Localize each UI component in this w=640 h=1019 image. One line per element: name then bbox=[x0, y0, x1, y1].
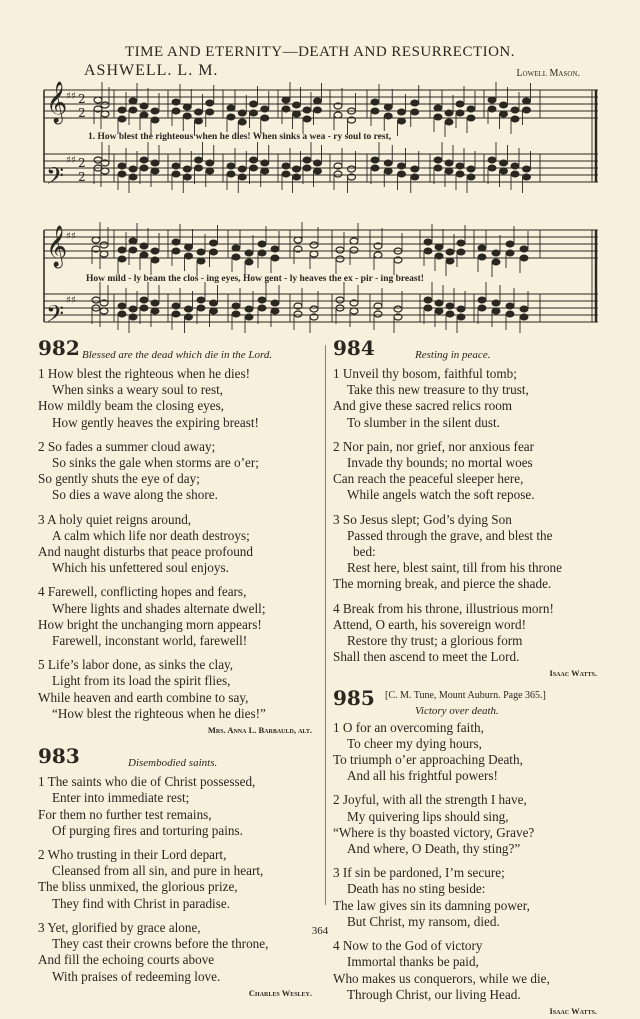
verse-line: Light from its load the spirit flies, bbox=[52, 673, 231, 689]
verse-line: Through Christ, our living Head. bbox=[347, 986, 521, 1002]
svg-text:♯♯: ♯♯ bbox=[66, 155, 76, 166]
verse-line: While heaven and earth combine to say, bbox=[38, 689, 249, 705]
verse-line: The law gives sin its damning power, bbox=[333, 897, 530, 913]
bass-clef-icon: 𝄢 bbox=[46, 162, 65, 195]
tune-name: ASHWELL. L. M. bbox=[84, 62, 219, 79]
verse-line: How bright the unchanging morn appears! bbox=[38, 616, 262, 632]
lyric-line-2: How mild - ly beam the clos - ing eyes, How gent - ly heaves the ex - pir - ing breast! bbox=[86, 274, 424, 284]
verse-line: 3 So Jesus slept; God’s dying Son bbox=[333, 511, 512, 527]
verse-line: They cast their crowns before the throne, bbox=[52, 936, 269, 952]
verse-line: A calm which life nor death destroys; bbox=[52, 527, 250, 543]
verse-line: 4 Break from his throne, illustrious morn! bbox=[333, 600, 554, 616]
verse-line: So sinks the gale when storms are o’er; bbox=[52, 455, 259, 471]
lyric-line-1: 1. How blest the righteous when he dies! When sinks a wea - ry soul to rest, bbox=[88, 132, 392, 142]
hymn-984-header bbox=[333, 336, 603, 366]
verse-line: 3 Yet, glorified by grace alone, bbox=[38, 919, 201, 935]
verse-line: How mildly beam the closing eyes, bbox=[38, 398, 225, 414]
svg-text:2: 2 bbox=[78, 156, 86, 170]
verse-line: Immortal thanks be paid, bbox=[347, 954, 479, 970]
svg-text:2: 2 bbox=[78, 106, 86, 120]
verse-line: Enter into immediate rest; bbox=[52, 790, 190, 806]
verse-line: When sinks a weary soul to rest, bbox=[52, 382, 224, 398]
tune-composer: Lowell Mason. bbox=[516, 68, 580, 79]
hymn-number: 983 bbox=[38, 744, 80, 769]
verse-line: And naught disturbs that peace profound bbox=[38, 544, 253, 560]
hymn-title: Blessed are the dead which die in the Lord. bbox=[82, 349, 273, 361]
verse-line: Where lights and shades alternate dwell; bbox=[52, 600, 266, 616]
hymn-title: Resting in peace. bbox=[415, 349, 491, 361]
verse-line: Farewell, inconstant world, farewell! bbox=[52, 633, 248, 649]
verse-line: Attend, O earth, his sovereign word! bbox=[333, 616, 527, 632]
hymn-983-text bbox=[38, 774, 318, 984]
hymn-number: 984 bbox=[333, 336, 375, 360]
column-divider bbox=[325, 345, 326, 905]
verse-line: And all his frightful powers! bbox=[347, 768, 498, 784]
verse-line: “How blest the righteous when he dies!” bbox=[52, 705, 266, 721]
hymn-985-text bbox=[333, 720, 603, 1003]
verse-line: And where, O Death, thy sting?” bbox=[347, 841, 521, 857]
treble-clef-icon: 𝄞 bbox=[46, 226, 68, 267]
verse-line: 3 If sin be pardoned, I’m secure; bbox=[333, 865, 505, 881]
hymn-985-header bbox=[333, 685, 603, 720]
verse-line: 1 Unveil thy bosom, faithful tomb; bbox=[333, 366, 517, 381]
treble-clef-icon: 𝄞 bbox=[46, 82, 68, 123]
verse-line: “Where is thy boasted victory, Grave? bbox=[333, 824, 535, 840]
verse-line: 2 Who trusting in their Lord depart, bbox=[38, 847, 227, 863]
verse-line: But Christ, my ransom, died. bbox=[347, 913, 500, 929]
verse-line: For them no further test remains, bbox=[38, 806, 212, 822]
verse-line: Take this new treasure to thy trust, bbox=[347, 382, 529, 398]
verse-line: And give these sacred relics room bbox=[333, 398, 513, 414]
svg-text:♯♯: ♯♯ bbox=[66, 295, 76, 306]
verse-line: Cleansed from all sin, and pure in heart, bbox=[52, 863, 264, 879]
svg-text:2: 2 bbox=[78, 92, 86, 106]
verse-line: Of purging fires and torturing pains. bbox=[52, 822, 243, 838]
verse-line: 1 How blest the righteous when he dies! bbox=[38, 366, 251, 381]
verse-line: Invade thy bounds; no mortal woes bbox=[347, 455, 533, 471]
hymn-982-text bbox=[38, 366, 318, 722]
left-column bbox=[38, 336, 318, 1001]
verse-line: Restore thy trust; a glorious form bbox=[347, 633, 523, 649]
verse-line: To cheer my dying hours, bbox=[347, 735, 482, 751]
music-score bbox=[0, 80, 640, 340]
svg-text:♯♯: ♯♯ bbox=[66, 91, 76, 102]
verse-line: And fill the echoing courts above bbox=[38, 952, 215, 968]
verse-line: To triumph o’er approaching Death, bbox=[333, 752, 523, 768]
verse-line: They find with Christ in paradise. bbox=[52, 895, 230, 911]
verse-line: Death has no sting beside: bbox=[347, 881, 486, 897]
hymn-title: Victory over death. bbox=[415, 704, 499, 717]
hymn-attribution: Isaac Watts. bbox=[549, 668, 597, 679]
verse-line: 2 Joyful, with all the strength I have, bbox=[333, 792, 527, 808]
right-column bbox=[333, 336, 603, 1019]
hymn-982-header bbox=[38, 336, 318, 366]
verse-line: 5 Life’s labor done, as sinks the clay, bbox=[38, 657, 234, 673]
verse-line: 3 A holy quiet reigns around, bbox=[38, 511, 192, 527]
verse-line: Rest here, blest saint, till from his throne bbox=[347, 560, 562, 576]
verse-line: 2 So fades a summer cloud away; bbox=[38, 438, 216, 454]
verse-line: Can reach the peaceful sleeper here, bbox=[333, 471, 524, 487]
page-number: 364 bbox=[311, 925, 329, 937]
hymn-984-text bbox=[333, 366, 603, 665]
verse-line: Shall then ascend to meet the Lord. bbox=[333, 649, 520, 665]
hymn-number: 985 bbox=[333, 685, 375, 710]
svg-text:2: 2 bbox=[78, 170, 86, 184]
verse-line: 2 Nor pain, nor grief, nor anxious fear bbox=[333, 438, 535, 454]
hymn-attribution: Isaac Watts. bbox=[549, 1005, 597, 1016]
verse-line: To slumber in the silent dust. bbox=[347, 414, 500, 430]
verse-line: My quivering lips should sing, bbox=[347, 808, 509, 824]
verse-line: bed: bbox=[353, 544, 376, 560]
hymn-meter: [C. M. Tune, Mount Auburn. Page 365.] bbox=[385, 689, 546, 701]
verse-line: 4 Farewell, conflicting hopes and fears, bbox=[38, 584, 247, 600]
verse-line: With praises of redeeming love. bbox=[52, 968, 221, 984]
verse-line: The morning break, and pierce the shade. bbox=[333, 576, 552, 592]
verse-line: 4 Now to the God of victory bbox=[333, 938, 483, 954]
hymn-title: Disembodied saints. bbox=[128, 757, 218, 770]
hymn-number: 982 bbox=[38, 336, 80, 360]
hymn-983-header bbox=[38, 744, 318, 774]
verse-line: 1 O for an overcoming faith, bbox=[333, 719, 484, 735]
verse-line: Which his unfettered soul enjoys. bbox=[52, 560, 229, 576]
verse-line: How gently heaves the expiring breast! bbox=[52, 414, 259, 430]
verse-line: So gently shuts the eye of day; bbox=[38, 471, 200, 487]
bass-clef-icon: 𝄢 bbox=[46, 300, 65, 333]
verse-line: The bliss unmixed, the glorious prize, bbox=[38, 879, 238, 895]
hymn-attribution: Charles Wesley. bbox=[248, 987, 312, 998]
verse-line: While angels watch the soft repose. bbox=[347, 487, 535, 503]
verse-line: Who makes us conquerors, while we die, bbox=[333, 970, 550, 986]
svg-text:♯♯: ♯♯ bbox=[66, 231, 76, 242]
verse-line: So dies a wave along the shore. bbox=[52, 487, 218, 503]
verse-line: Passed through the grave, and blest the bbox=[347, 527, 553, 543]
verse-line: 1 The saints who die of Christ possessed, bbox=[38, 774, 256, 790]
hymn-attribution: Mrs. Anna L. Barbauld, alt. bbox=[207, 725, 312, 736]
section-header: TIME AND ETERNITY—DEATH AND RESURRECTION. bbox=[124, 44, 516, 60]
